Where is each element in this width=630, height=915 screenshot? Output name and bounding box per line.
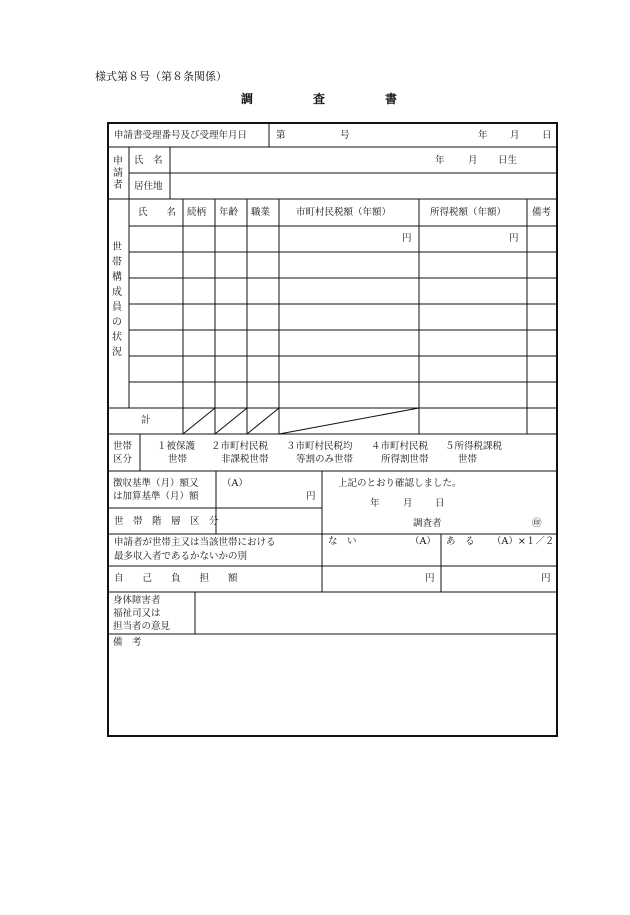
- opinion-label-2: 福祉司又は: [113, 608, 161, 619]
- tier-label: 世 帯 階 層 区 分: [114, 516, 219, 527]
- receipt-year: 年: [478, 130, 488, 141]
- col-municipal-tax: 市町村民税額（年額）: [296, 207, 392, 218]
- category-option-5-line1: ５所得税課税: [445, 441, 503, 452]
- category-option-3-line2: 等割のみ世帯: [296, 454, 354, 465]
- col-age: 年齢: [219, 207, 239, 218]
- col-occupation: 職業: [251, 207, 271, 218]
- collection-label-1: 徴収基準（月）額又: [113, 478, 199, 489]
- opinion-label-1: 身体障害者: [113, 595, 161, 606]
- birth-year: 年: [435, 155, 445, 166]
- category-option-2-line2: 非課税世帯: [221, 454, 269, 465]
- investigator-label: 調査者: [413, 518, 442, 529]
- total-label: 計: [141, 415, 151, 426]
- seal-mark: ㊞: [532, 518, 542, 529]
- applicant-section-label: 申請者: [113, 156, 123, 191]
- receipt-month: 月: [510, 130, 520, 141]
- col-income-tax: 所得税額（年額）: [430, 207, 507, 218]
- highest-earner-yes-label: あ る: [446, 536, 475, 547]
- household-section-label: 世帯構成員の状況: [112, 242, 122, 358]
- collection-a-mark: （A）: [222, 478, 248, 489]
- category-option-1-line1: １被保護: [157, 441, 196, 452]
- highest-earner-label-1: 申請者が世帯主又は当該世帯における: [114, 537, 276, 548]
- receipt-number-suffix: 号: [340, 130, 350, 141]
- opinion-label-3: 担当者の意見: [113, 621, 171, 632]
- form-number: 様式第８号（第８条関係）: [95, 70, 227, 83]
- highest-earner-yes-value: （A）×１／２: [492, 536, 555, 547]
- confirm-month: 月: [403, 498, 413, 509]
- self-pay-yen-1: 円: [425, 573, 435, 584]
- category-option-1-line2: 世帯: [168, 454, 188, 465]
- category-label-2: 区分: [113, 454, 133, 465]
- highest-earner-no-value: （A）: [410, 536, 436, 547]
- form-title: 調 査 書: [241, 92, 398, 106]
- income-tax-yen: 円: [509, 233, 519, 244]
- collection-yen: 円: [306, 491, 316, 502]
- receipt-day: 日: [542, 130, 552, 141]
- category-option-4-line2: 所得割世帯: [381, 454, 429, 465]
- collection-label-2: は加算基準（月）額: [113, 491, 199, 502]
- applicant-address-label: 居住地: [134, 181, 163, 192]
- receipt-number-prefix: 第: [276, 130, 286, 141]
- confirm-day: 日: [435, 498, 445, 509]
- category-option-5-line2: 世帯: [458, 454, 478, 465]
- birth-day: 日生: [498, 155, 518, 166]
- confirmation-text: 上記のとおり確認しました。: [338, 478, 462, 489]
- applicant-name-label: 氏 名: [134, 155, 163, 166]
- self-pay-yen-2: 円: [541, 573, 551, 584]
- category-label-1: 世帯: [113, 441, 133, 452]
- category-option-2-line1: ２市町村民税: [211, 441, 269, 452]
- birth-month: 月: [468, 155, 478, 166]
- col-remarks: 備考: [532, 207, 552, 218]
- remarks-label: 備 考: [113, 637, 142, 648]
- highest-earner-label-2: 最多収入者であるかないかの別: [114, 551, 248, 562]
- col-name: 氏 名: [138, 207, 177, 218]
- confirm-year: 年: [370, 498, 380, 509]
- self-pay-label: 自 己 負 担 額: [114, 573, 238, 584]
- category-option-3-line1: ３市町村民税均: [286, 441, 353, 452]
- highest-earner-no-label: な い: [328, 536, 357, 547]
- category-option-4-line1: ４市町村民税: [371, 441, 429, 452]
- receipt-label: 申請書受理番号及び受理年月日: [114, 130, 248, 141]
- municipal-tax-yen: 円: [402, 233, 412, 244]
- col-relation: 続柄: [187, 207, 207, 218]
